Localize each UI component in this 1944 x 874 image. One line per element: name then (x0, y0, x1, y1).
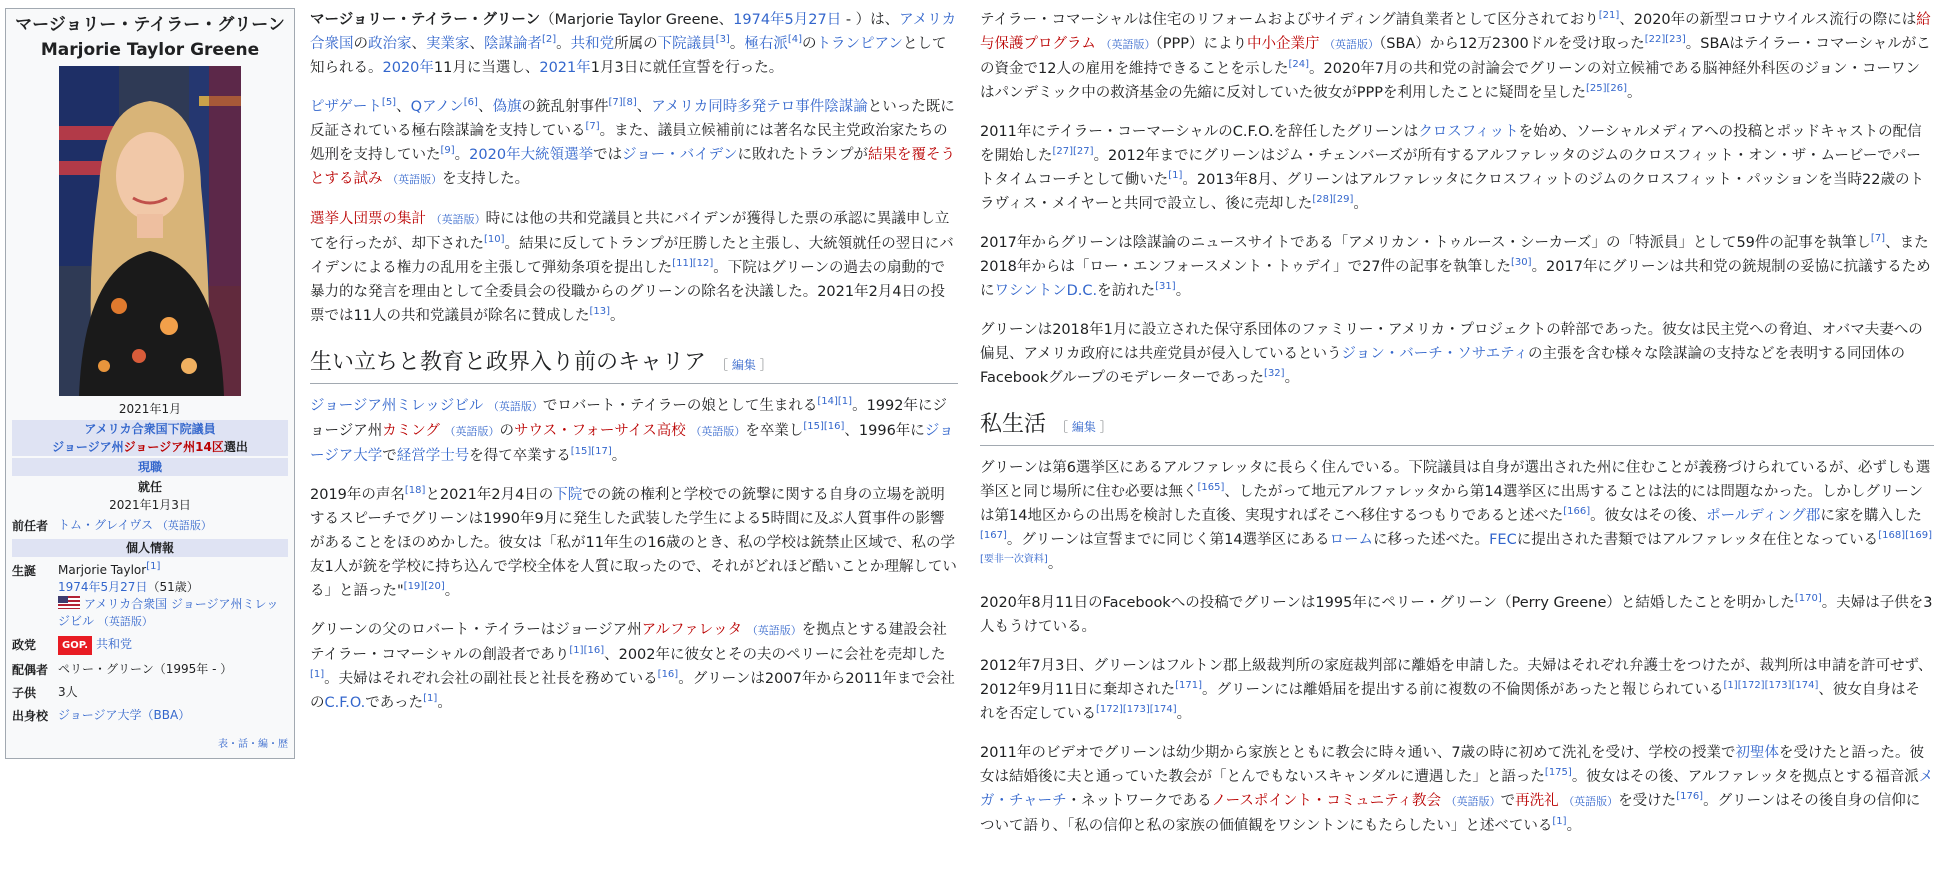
text: 。グリーンには離婚届を提出する前に複数の不倫関係があったと報じられている (1201, 682, 1724, 698)
text: テイラー・コマーシャルは住宅のリフォームおよびサイディング請負業者として区分されており (980, 12, 1599, 28)
infobox (5, 8, 295, 759)
text: 、 (396, 99, 411, 115)
text: 。結果に反してトランプが圧勝したと主張し、大統領就任の翌日にバイデンによる権力の乱用を主張して弾劾条項を提出した (310, 236, 954, 276)
text: 。 (611, 448, 627, 464)
ref[interactable]: [30] (1511, 257, 1532, 269)
text: 。1992年にジョージア州 (310, 398, 947, 439)
text: 。彼女はその後、アルファレッタを拠点とする福音派 (1571, 769, 1919, 785)
party-label: 政党 (12, 638, 37, 652)
predecessor-label: 前任者 (12, 519, 49, 533)
link-rebaptism[interactable]: 再洗礼 (1515, 793, 1559, 809)
link-politician[interactable]: 政治家 (368, 36, 412, 52)
ref[interactable]: [4] (787, 34, 803, 46)
link-trumpian[interactable]: トランピアン (816, 36, 903, 52)
link-en[interactable]: （英語版） (1100, 38, 1156, 51)
text: 。 (1175, 283, 1191, 299)
ref[interactable]: [31] (1155, 281, 1176, 293)
paragraph-family-business (310, 618, 958, 715)
link-bba[interactable]: 経営学士号 (396, 448, 470, 464)
link-uga[interactable]: ジョージア大学 (310, 423, 954, 464)
born-name: Marjorie Taylor (58, 563, 147, 577)
link-overturn-attempts[interactable]: 結果を覆そうとする試み (310, 147, 955, 187)
link-usa[interactable]: アメリカ合衆国 (310, 12, 957, 52)
text: を得て卒業する (469, 448, 571, 464)
link-en[interactable]: （英語版） (430, 213, 486, 226)
ref[interactable]: [3] (715, 34, 730, 46)
text: 、彼女自身はそれを否定している (980, 682, 1920, 722)
ref[interactable]: [15][17] (570, 446, 612, 458)
text: 、2020年の新型コロナウイルス流行の際には (1619, 12, 1917, 28)
ref[interactable]: [172][173][174] (1096, 704, 1177, 716)
text: に家を購入した (1820, 508, 1922, 524)
text: で (382, 448, 397, 464)
link-en[interactable]: （英語版） (387, 173, 443, 186)
lead-text: 11月に当選し、 (433, 60, 540, 76)
ref[interactable]: [9] (440, 145, 455, 157)
text: 。 (1176, 706, 1192, 722)
lead-text: 。 (729, 36, 745, 52)
text: 、1996年に (844, 423, 925, 439)
born-age: （51歳） (147, 580, 199, 594)
paragraph-residence (980, 456, 1934, 576)
link-crossfit[interactable]: クロスフィット (1418, 124, 1519, 140)
lead-text: 、 (469, 36, 484, 52)
text: 。 (1627, 85, 1642, 101)
photo-caption: 2021年1月 (118, 402, 182, 416)
text: 。 (1566, 818, 1582, 834)
text: を受けたと語った。彼女は結婚後に夫と通っていた教会が「とんでもないスキャンダルに遭遇した」と語った (980, 745, 1924, 785)
text: 2011年のビデオでグリーンは幼少期から家族とともに教会に時々通い、7歳の時に初めて洗礼を受け、学校の授業で (980, 745, 1736, 761)
portrait-image (59, 66, 241, 396)
text: といった既に反証されている極右陰謀論を支持している (310, 99, 955, 139)
text: を訪れた (1097, 283, 1156, 299)
text: 。 (444, 583, 460, 599)
ref[interactable]: [25][26] (1585, 83, 1628, 95)
link-south-forsyth[interactable]: サウス・フォーサイス高校 (514, 423, 686, 439)
link-gop[interactable]: 共和党 (570, 36, 615, 52)
text: ・ネットワークである (1066, 793, 1212, 809)
text: を始め、ソーシャルメディアへの投稿とポッドキャストの配信を開始した (980, 124, 1922, 164)
text: 2017年からグリーンは陰謀論のニュースサイトである「アメリカン・トゥルース・シーカーズ」の「特派員」として59件の記事を執筆し (980, 235, 1871, 251)
ref[interactable]: [170] (1794, 593, 1822, 605)
link-sba[interactable]: 中小企業庁 (1246, 36, 1320, 52)
infobox-name-en: Marjorie Taylor Greene (40, 40, 260, 60)
current-band (12, 458, 288, 476)
predecessor-link[interactable]: トム・グレイヴス (58, 518, 154, 532)
link-en[interactable]: （英語版） (746, 624, 802, 637)
text: を拠点とする建設会社テイラー・コマーシャルの創設者であり (310, 622, 947, 663)
link-northpoint-church[interactable]: ノースポイント・コミュニティ教会 (1211, 793, 1441, 809)
born-place-en-link[interactable]: （英語版） (97, 615, 153, 628)
text: 2012年7月3日、グリーンはフルトン郡上級裁判所の家庭裁判部に離婚を申請した。夫婦はそれぞれ弁護士をつけたが、裁判所は申請を許可せず、2012年9月11日に棄却された (980, 658, 1933, 698)
text: 。 (1353, 196, 1368, 212)
bracket: ］ (1099, 420, 1112, 434)
us-flag-icon (58, 596, 80, 609)
ref[interactable]: [1] (310, 669, 325, 681)
text: 。 (437, 695, 452, 711)
text: 2020年8月11日のFacebookへの投稿でグリーンは1995年にペリー・グリーン（Perry Greene）と結婚したことを明かした (980, 595, 1795, 611)
paragraph-family-america (980, 318, 1934, 390)
children-label: 子供 (12, 686, 37, 700)
paragraph-hostage (310, 483, 958, 603)
ref[interactable]: [14][1] (817, 396, 853, 408)
text: 。グリーンは宣誓までに同じく第14選挙区にある (1006, 532, 1330, 548)
took-office-date: 2021年1月3日 (109, 498, 191, 512)
ref[interactable]: [19][20] (403, 581, 445, 593)
link-house[interactable]: 下院 (553, 487, 583, 503)
ref[interactable]: [166] (1563, 506, 1591, 518)
ref[interactable]: [2] (542, 34, 557, 46)
text: では (593, 147, 623, 163)
link-en[interactable]: （英語版） (1563, 795, 1619, 808)
link-joe-biden[interactable]: ジョー・バイデン (622, 147, 738, 163)
current-link[interactable]: 現職 (137, 460, 162, 474)
link-cfo[interactable]: C.F.O. (324, 695, 366, 711)
lead-text: 。 (556, 36, 571, 52)
text: 。SBAはテイラー・コマーシャルがこの資金で12人の雇用を維持できることを示した (980, 36, 1931, 77)
link-birthdate[interactable]: 1974年5月27日 (733, 12, 842, 28)
lead-text: 所属の (614, 36, 658, 52)
lead-text: の (353, 36, 368, 52)
ref[interactable]: [10] (484, 234, 505, 246)
took-office-label: 就任 (137, 480, 162, 494)
link-milledgeville[interactable]: ジョージア州ミレッジビル (310, 398, 484, 414)
text: の (499, 423, 515, 439)
paragraph-conspiracies (310, 95, 958, 192)
ref[interactable]: [7] (585, 121, 600, 133)
text: 。グリーンは2007年から2011年まで会社の (310, 671, 955, 711)
district-link[interactable]: ジョージア州14区 (123, 440, 224, 454)
text: グリーンの父のロバート・テイラーはジョージア州 (310, 622, 642, 638)
text: に敗れたトランプが (737, 147, 868, 163)
link-alpharetta[interactable]: アルファレッタ (641, 622, 743, 638)
paragraph-birth (310, 394, 958, 468)
lead-text: 、 (411, 36, 426, 52)
infobox-footer-links[interactable]: 表・話・編・歴 (218, 739, 288, 750)
heading-text: 生い立ちと教育と政界入り前のキャリア (310, 350, 707, 375)
text: 。2020年7月の共和党の討論会でグリーンの対立候補である脳神経外科医のジョン・コーワンはパンデミック中の救済基金の先縮に反対していた彼女がPPPを利用したことに疑問を呈した (980, 61, 1921, 101)
lead-text: として知られる。 (310, 36, 947, 76)
ref[interactable]: [1][172][173][174] (1723, 680, 1819, 692)
link-2021[interactable]: 2021年 (539, 60, 591, 76)
link-en[interactable]: （英語版） (690, 425, 746, 438)
ref[interactable]: [32] (1264, 368, 1285, 380)
ref[interactable]: [7][8] (608, 97, 637, 109)
text: 。また、議員立候補前には著名な民主党政治家たちの処刑を支持していた (310, 123, 948, 163)
text: を受けた (1618, 793, 1677, 809)
ref[interactable]: [18] (404, 485, 426, 497)
children-value: 3人 (58, 685, 78, 699)
text: の銃乱射事件 (521, 99, 609, 115)
text: （PPP）により (1155, 36, 1247, 52)
link-electoral-count[interactable]: 選挙人団票の集計 (310, 211, 426, 227)
paragraph-ppp (980, 8, 1934, 105)
district-state-link[interactable]: ジョージア州 (52, 440, 124, 454)
text: 。下院はグリーンの過去の扇動的で暴力的な発言を理由として全委員会の役職からのグリーンの除名を決議した。2021年2月4日の投票では11人の共和党議員が除名に賛成した (310, 260, 946, 324)
text: に提出された書類ではアルファレッタ在住となっている (1516, 532, 1879, 548)
paragraph-religion (980, 741, 1934, 838)
alma-label: 出身校 (12, 709, 49, 723)
text: と2021年2月4日の (425, 487, 554, 503)
link-2020[interactable]: 2020年 (382, 60, 434, 76)
text: 。2013年8月、グリーンはアルファレッタにクロスフィットのジムのクロスフィット・パッションを当時22歳のトラヴィス・メイヤーと共同で設立し、後に売却した (980, 172, 1924, 212)
ref[interactable]: [171] (1175, 680, 1202, 692)
edit-section (716, 358, 772, 372)
link-en[interactable]: （英語版） (487, 400, 543, 413)
paragraph-writing (980, 231, 1934, 303)
link-ppp[interactable]: 給与保護プログラム (980, 12, 1931, 52)
paragraph-crossfit (980, 120, 1934, 216)
link-paulding-county[interactable]: ポールディング郡 (1706, 508, 1821, 524)
link-2020-election[interactable]: 2020年大統領選挙 (469, 147, 594, 163)
ref[interactable]: [1] (423, 693, 438, 705)
text: 。彼女はその後、 (1590, 508, 1707, 524)
bracket: ］ (759, 358, 772, 372)
edit-link[interactable]: 編集 (731, 358, 756, 372)
edit-section (1056, 420, 1112, 434)
bracket: ［ (1056, 420, 1069, 434)
section-heading-personal-life (980, 410, 1934, 446)
text: 2019年の声名 (310, 487, 405, 503)
spouse-value: ペリー・グリーン（1995年 - ） (58, 662, 233, 676)
born-ref[interactable]: [1] (146, 561, 161, 572)
lead-text: の (802, 36, 817, 52)
link-en[interactable]: （英語版） (444, 425, 500, 438)
link-washington-dc[interactable]: ワシントンD.C. (994, 283, 1098, 299)
gop-logo-icon: GOP. (58, 636, 92, 655)
personal-band: 個人情報 (12, 539, 288, 557)
text: 。 (1047, 556, 1063, 572)
text: 。 (1284, 370, 1300, 386)
text: 、2002年に彼女とその夫のペリーに会社を売却した (604, 647, 946, 663)
link-far-right[interactable]: 極右派 (744, 36, 788, 52)
text: 。 (609, 308, 625, 324)
link-pizzagate[interactable]: ピザゲート (310, 99, 382, 115)
text: に移った述べた。 (1373, 532, 1490, 548)
personal-table (12, 559, 288, 727)
text: 、また2018年からは「ロー・エンフォースメント・トゥデイ」で27件の記事を執筆した (980, 235, 1929, 275)
text: 。グリーンはその後自身の信仰について語り、「私の信仰と私の家族の価値観をワシントンにもたらしたい」と述べている (980, 793, 1921, 834)
paragraph-divorce (980, 654, 1934, 726)
link-911-conspiracy[interactable]: アメリカ同時多発テロ事件陰謀論 (651, 99, 868, 115)
born-label: 生誕 (12, 564, 37, 578)
paragraph-electoral-count (310, 207, 958, 328)
text: 。夫婦は子供を3人もうけている。 (980, 595, 1933, 635)
ref[interactable]: [175] (1544, 767, 1572, 779)
ref[interactable]: [13] (589, 306, 610, 318)
text: でロバート・テイラーの娘として生まれる (542, 398, 818, 414)
ref[interactable]: [165] (1197, 482, 1225, 494)
ref[interactable]: [27][27] (1052, 146, 1094, 158)
text: 、 (636, 99, 652, 115)
ref[interactable]: [24] (1288, 59, 1309, 71)
ref[interactable]: [167] (980, 530, 1007, 542)
text: 、 (477, 99, 493, 115)
ref[interactable]: [15][16] (803, 421, 845, 433)
ref[interactable]: [168][169][要非一次資料] (980, 530, 1932, 566)
link-megachurch[interactable]: メガ・チャーチ (980, 769, 1934, 809)
text: 。 (454, 147, 470, 163)
link-en[interactable]: （英語版） (1324, 38, 1380, 51)
section-heading-early-life (310, 348, 958, 384)
link-en[interactable]: （英語版） (1445, 795, 1501, 808)
lead-name: マージョリー・テイラー・グリーン (310, 12, 541, 28)
ref[interactable]: [22][23] (1644, 34, 1686, 46)
text: の主張を含む様々な陰謀論の支持などを表明する同団体のFacebookグループのモデレーターであった (980, 346, 1905, 386)
lead-paragraph (310, 8, 958, 80)
link-john-birch-society[interactable]: ジョン・バーチ・ソサエティ (1341, 346, 1528, 362)
text: グリーンは2018年1月に設立された保守系団体のファミリー・アメリカ・プロジェクトの幹部であった。彼女は民主党への脅迫、オバマ夫妻への偏見、アメリカ政府には共産党員が侵入しているという (980, 322, 1923, 362)
ref[interactable]: [11][12] (672, 258, 714, 270)
text: 、したがって地元アルファレッタから第14選挙区に出馬することは法的には問題なかった。しかしグリーンは第14地区からの出馬を検討した直後、実現すればそこへ移住するつもりであると述べた (980, 484, 1924, 524)
spouse-label: 配偶者 (12, 663, 49, 677)
lead-text: 1月3日に就任宣誓を行った。 (590, 60, 784, 76)
text: での銃の権利と学校での銃撃に関する自身の立場を説明するスピーチでグリーンは1990年9月に発生した武装した学生による5時間に及ぶ人質事件の影響があることをほのめかした。彼女は「私が11年生の16歳のとき、私の学校は銃禁止区域で、私の学友1人が銃を学校に持ち込んで学校全体を人質に取ったので、それがどれほど酷いことか理解している」と語った" (310, 487, 957, 599)
link-false-flag[interactable]: 偽旗 (492, 99, 522, 115)
ref[interactable]: [1] (1168, 170, 1183, 182)
district-suffix: 選出 (223, 440, 248, 454)
text: （SBA）から12万2300ドルを受け取った (1379, 36, 1645, 52)
office-table (12, 514, 288, 537)
link-conspiracy-theorist[interactable]: 陰謀論者 (484, 36, 542, 52)
text: 時には他の共和党議員と共にバイデンが獲得した票の承認に異議申し立てを行ったが、却下された (310, 211, 950, 252)
lead-text: - ）は、 (841, 12, 900, 28)
text: であった (365, 695, 424, 711)
office-link[interactable]: アメリカ合衆国下院議員 (84, 422, 216, 436)
text: 。2017年にグリーンは共和党の銃規制の妥協に抗議するために (980, 259, 1931, 299)
ref[interactable]: [1] (1552, 816, 1567, 828)
ref[interactable]: [16] (657, 669, 679, 681)
party-link[interactable]: 共和党 (96, 637, 133, 651)
link-rome[interactable]: ローム (1329, 532, 1374, 548)
paragraph-marriage (980, 591, 1934, 639)
portrait-photo[interactable] (59, 66, 241, 396)
alma-link[interactable]: ジョージア大学（BBA） (58, 708, 191, 722)
article-column-2 (980, 8, 1934, 853)
born-date-link[interactable]: 1974年5月27日 (58, 580, 148, 594)
link-fec[interactable]: FEC (1489, 532, 1517, 548)
text: 。夫婦はそれぞれ会社の副社長と社長を務めている (324, 671, 658, 687)
link-qanon[interactable]: Qアノン (410, 99, 464, 115)
text: で (1500, 793, 1516, 809)
text: 。2012年までにグリーンはジム・チェンバーズが所有するアルファレッタのジムのクロスフィット・オン・ザ・ムービーでパートタイムコーチとして働いた (980, 148, 1921, 188)
ref[interactable]: [6] (463, 97, 478, 109)
article-column-1 (310, 8, 958, 730)
predecessor-en-link[interactable]: （英語版） (156, 519, 212, 532)
born-place-link[interactable]: アメリカ合衆国 ジョージア州ミレッジビル (58, 597, 279, 628)
bracket: ［ (716, 358, 729, 372)
link-first-communion[interactable]: 初聖体 (1735, 745, 1779, 761)
lead-text: （Marjorie Taylor Greene、 (540, 12, 734, 28)
edit-link[interactable]: 編集 (1071, 420, 1096, 434)
infobox-name-ja: マージョリー・テイラー・グリーン (15, 15, 285, 35)
ref[interactable]: [176] (1676, 791, 1704, 803)
text: を卒業し (745, 423, 804, 439)
heading-text: 私生活 (980, 412, 1047, 437)
office-band (12, 420, 288, 456)
ref[interactable]: [21] (1598, 10, 1620, 22)
ref[interactable]: [1][16] (569, 645, 605, 657)
ref[interactable]: [28][29] (1312, 194, 1354, 206)
link-house[interactable]: 下院議員 (657, 36, 716, 52)
link-businessperson[interactable]: 実業家 (426, 36, 470, 52)
text: 2011年にテイラー・コーマーシャルのC.F.O.を辞任したグリーンは (980, 124, 1419, 140)
ref[interactable]: [7] (1870, 233, 1886, 245)
ref[interactable]: [5] (381, 97, 397, 109)
link-cumming[interactable]: カミング (382, 423, 440, 439)
text: グリーンは第6選挙区にあるアルファレッタに長らく住んでいる。下院議員は自身が選出された州に住むことが義務づけられているが、必ずしも選挙区と同じ場所に住む必要は無く (980, 460, 1931, 500)
text: を支持した。 (442, 171, 530, 187)
